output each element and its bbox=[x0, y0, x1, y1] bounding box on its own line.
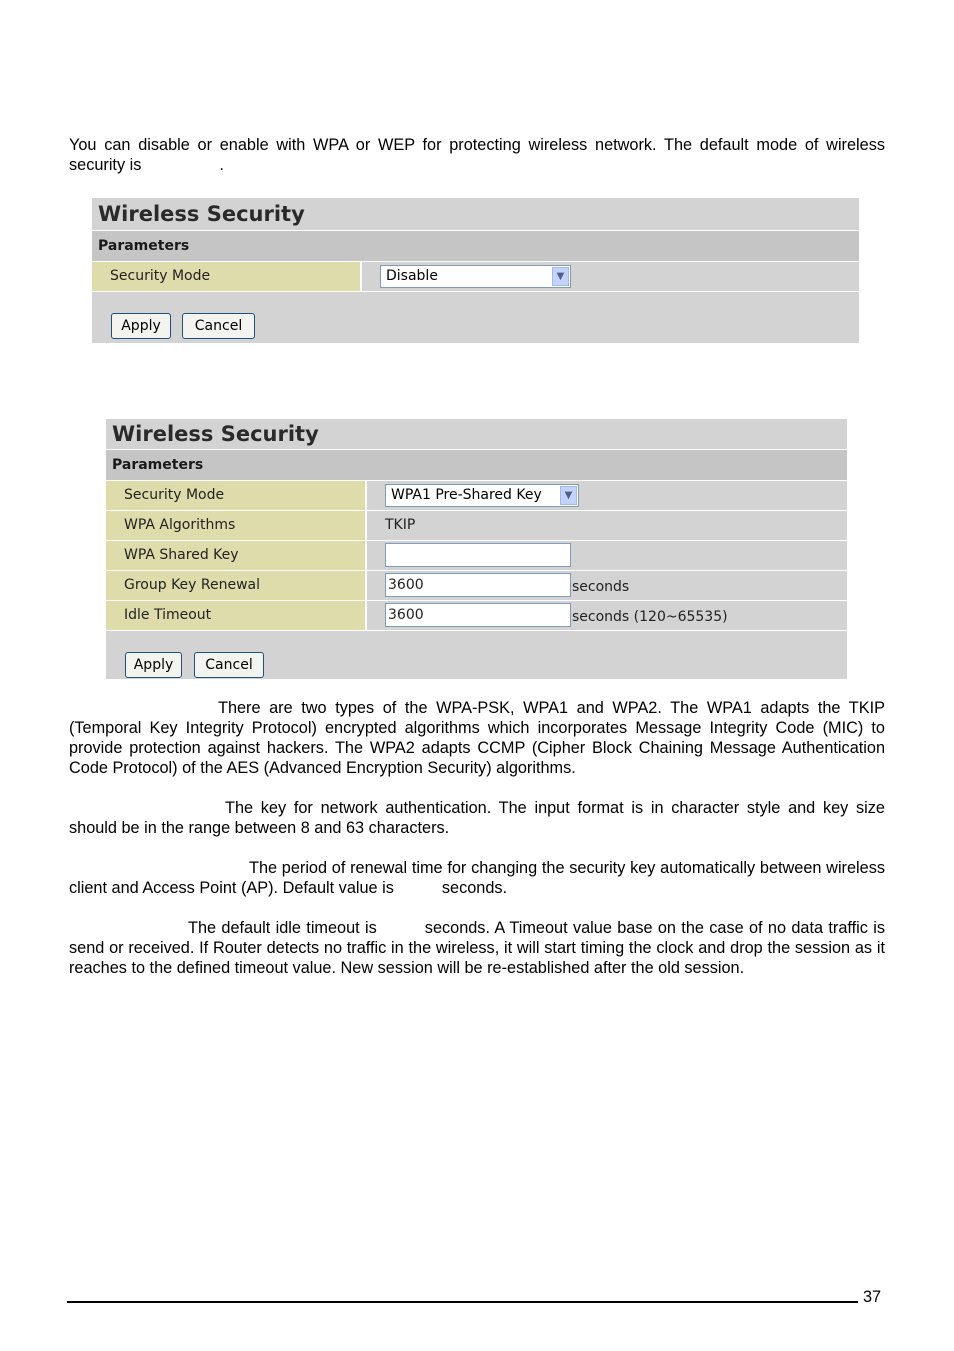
wpa-psk-text: There are two types of the WPA-PSK, WPA1 and WPA2. The WPA1 adapts the TKIP (Temporal Key Integrity Protocol) encrypted algorithms which incorporates Message Integrity Code (MIC) to provide protection against hackers. The WPA2 adapts CCMP (Cipher Block Chaining Message Authentication Code Protocol) of the AES (Advanced Encryption Security) algorithms. bbox=[69, 699, 885, 777]
wpa-shared-key-row bbox=[106, 541, 847, 571]
wireless-security-panel-wpa bbox=[106, 419, 847, 679]
wpa-algorithms-value: TKIP bbox=[385, 517, 416, 533]
chevron-down-icon[interactable]: ▼ bbox=[552, 267, 569, 286]
wpa-algorithms-label: WPA Algorithms bbox=[106, 511, 367, 540]
footer-divider bbox=[67, 1301, 858, 1303]
parameters-header: Parameters bbox=[92, 231, 859, 262]
cancel-button[interactable]: Cancel bbox=[182, 313, 255, 339]
security-mode-row bbox=[106, 481, 847, 511]
idle-timeout-description bbox=[69, 918, 885, 978]
apply-button[interactable]: Apply bbox=[111, 313, 171, 339]
idle-timeout-row bbox=[106, 601, 847, 631]
security-mode-select[interactable] bbox=[385, 484, 579, 507]
wireless-security-panel-disabled bbox=[92, 198, 859, 343]
idle-timeout-input[interactable]: 3600 bbox=[385, 603, 571, 627]
panel-title: Wireless Security bbox=[92, 198, 859, 231]
intro-end: . bbox=[219, 156, 224, 174]
parameters-header: Parameters bbox=[106, 450, 847, 481]
security-mode-label: Security Mode bbox=[92, 262, 362, 291]
intro-text: You can disable or enable with WPA or WEP for protecting wireless network. The default mode of wireless security is bbox=[69, 136, 885, 174]
security-mode-row bbox=[92, 262, 859, 292]
wpa-shared-key-input[interactable] bbox=[385, 543, 571, 567]
button-row bbox=[106, 631, 847, 678]
page-number: 37 bbox=[863, 1288, 882, 1306]
panel-title: Wireless Security bbox=[106, 419, 847, 450]
shared-key-description bbox=[69, 798, 885, 838]
group-key-renewal-row bbox=[106, 571, 847, 601]
group-key-renewal-input[interactable]: 3600 bbox=[385, 573, 571, 597]
intro-paragraph bbox=[69, 135, 885, 175]
wpa-shared-key-label: WPA Shared Key bbox=[106, 541, 367, 570]
security-mode-selected: WPA1 Pre-Shared Key bbox=[391, 487, 542, 503]
shared-key-text: The key for network authentication. The input format is in character style and key size should be in the range between 8 and 63 characters. bbox=[69, 799, 885, 837]
wpa-psk-description bbox=[69, 698, 885, 778]
chevron-down-icon[interactable]: ▼ bbox=[560, 486, 577, 505]
idle-timeout-label: Idle Timeout bbox=[106, 601, 367, 630]
security-mode-select[interactable] bbox=[380, 265, 571, 288]
group-key-description bbox=[69, 858, 885, 898]
security-mode-selected: Disable bbox=[386, 268, 438, 284]
security-mode-label: Security Mode bbox=[106, 481, 367, 510]
idle-timeout-unit: seconds (120~65535) bbox=[572, 609, 728, 625]
idle-text-b: seconds. A Timeout value base on the case of no data traffic is send or received. If Router detects no traffic in the wireless, it will start timing the clock and drop the session as it reaches to the defined timeout value. New session will be re-established after the old session. bbox=[69, 919, 885, 977]
wpa-algorithms-row bbox=[106, 511, 847, 541]
button-row bbox=[92, 292, 859, 342]
group-key-renewal-unit: seconds bbox=[572, 579, 630, 595]
idle-text-a: The default idle timeout is bbox=[188, 919, 377, 937]
group-key-text-a: The period of renewal time for changing the security key automatically between wireless client and Access Point (AP). Default value is bbox=[69, 859, 885, 897]
group-key-renewal-label: Group Key Renewal bbox=[106, 571, 367, 600]
group-key-text-b: seconds. bbox=[441, 879, 508, 897]
apply-button[interactable]: Apply bbox=[125, 652, 182, 678]
cancel-button[interactable]: Cancel bbox=[194, 652, 264, 678]
